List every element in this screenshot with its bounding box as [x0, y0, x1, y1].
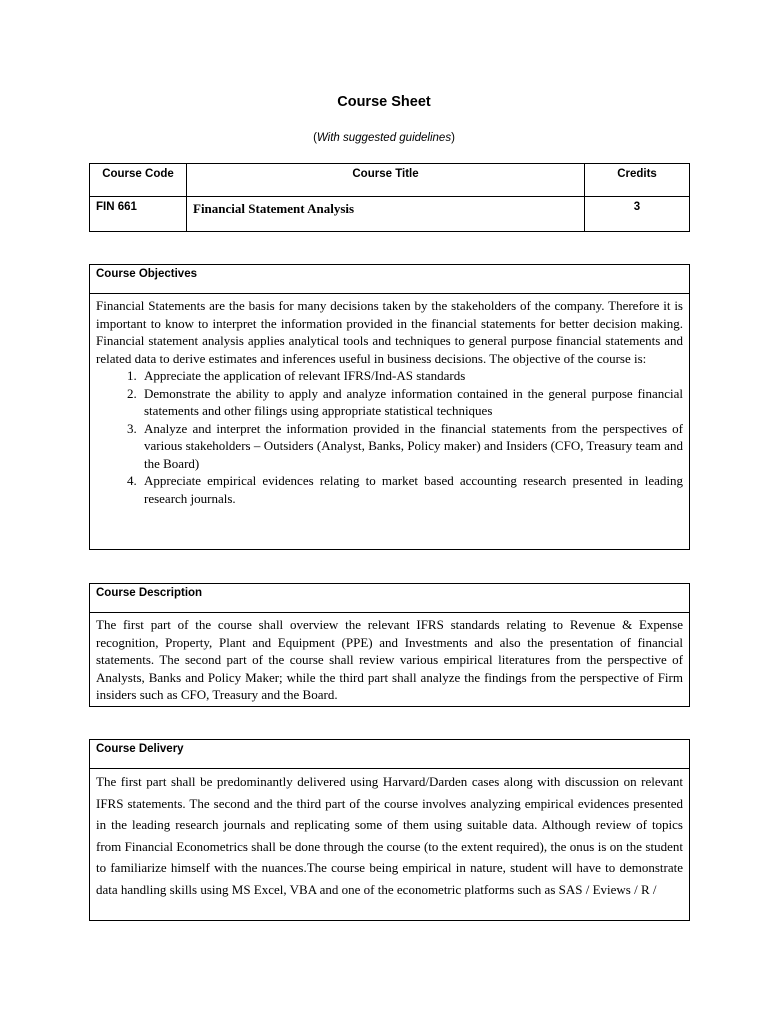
- course-delivery-text: The first part shall be predominantly delivered using Harvard/Darden cases along with discussion on relevant IFRS statements. The second and the third part of the course involves analyzing empirical evidences presented in the leading research journals and replicating some of them using suitable data. Although review of topics from Financial Econometrics shall be done through the course (to the extent required), the onus is on the student to familiarize himself with the nuances.The course being empirical in nature, student will have to demonstrate data handling skills using MS Excel, VBA and one of the econometric platforms such as SAS / Eviews / R /: [96, 774, 683, 897]
- course-objectives-list: [96, 367, 683, 507]
- header-course-title: Course Title: [187, 164, 585, 197]
- objective-item: 4. Appreciate empirical evidences relating to market based accounting research presented in leading research journals.: [140, 472, 683, 507]
- subtitle-text: With suggested guidelines: [316, 132, 452, 144]
- page-title: Course Sheet: [337, 94, 431, 110]
- page-subtitle: [0, 132, 768, 144]
- course-objectives-intro: Financial Statements are the basis for many decisions taken by the stakeholders of the company. Therefore it is important to know to interpret the information provided in the financial statements for better decision making. Financial statement analysis applies analytical tools and techniques to general purpose financial statements and related data to derive estimates and inferences useful in business decisions. The objective of the course is:: [96, 298, 683, 366]
- course-title-value: Financial Statement Analysis: [187, 197, 585, 232]
- course-info-table: [89, 163, 690, 232]
- course-table-row: [90, 197, 690, 232]
- course-delivery-section: [89, 739, 690, 921]
- course-objectives-body: [90, 294, 689, 507]
- subtitle-close-paren: ): [451, 132, 455, 144]
- objective-item: 3. Analyze and interpret the information provided in the financial statements from the perspectives of various stakeholders – Outsiders (Analyst, Banks, Policy maker) and Insiders (CFO, Treasury team and the Board): [140, 420, 683, 473]
- course-objectives-section: [89, 264, 690, 550]
- course-description-text: The first part of the course shall overview the relevant IFRS standards relating to Revenue & Expense recognition, Property, Plant and Equipment (PPE) and Investments and also the presentation of financial statements. The second part of the course shall review various empirical literatures from the perspective of Analysts, Banks and Policy Maker; while the third part shall analyze the findings from the perspective of Firm insiders such as CFO, Treasury and the Board.: [96, 617, 683, 702]
- credits-value: 3: [585, 197, 690, 232]
- objective-item: 1. Appreciate the application of relevant IFRS/Ind-AS standards: [140, 367, 683, 385]
- course-description-section: [89, 583, 690, 707]
- course-objectives-heading: Course Objectives: [90, 265, 689, 294]
- course-delivery-heading: Course Delivery: [90, 740, 689, 769]
- course-code-value: FIN 661: [90, 197, 187, 232]
- subtitle-open-paren: (: [313, 132, 317, 144]
- header-credits: Credits: [585, 164, 690, 197]
- course-description-heading: Course Description: [90, 584, 689, 613]
- header-course-code: Course Code: [90, 164, 187, 197]
- course-table-header-row: [90, 164, 690, 197]
- objective-item: 2. Demonstrate the ability to apply and analyze information contained in the general purpose financial statements and other filings using appropriate statistical techniques: [140, 385, 683, 420]
